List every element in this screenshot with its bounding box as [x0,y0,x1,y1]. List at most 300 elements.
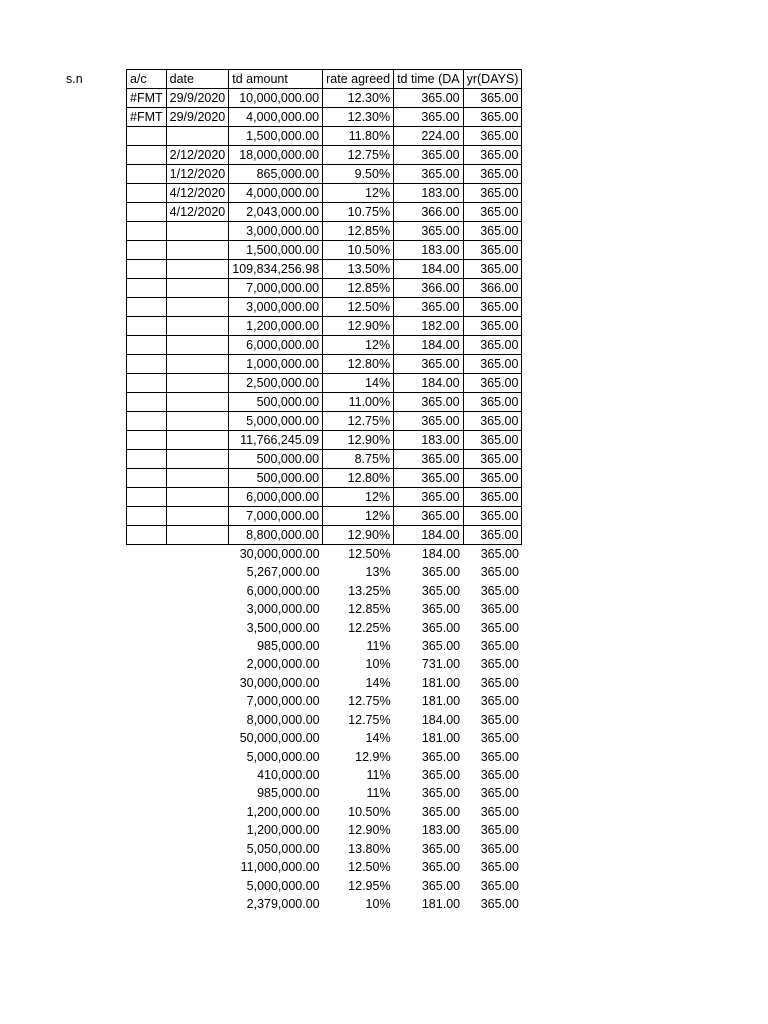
cell-rate-agreed: 12.50% [348,860,391,875]
cell-rate-agreed: 12.25% [348,620,391,635]
cell-yr-days: 365.00 [480,657,519,672]
cell-rate-agreed: 13.50% [323,260,394,279]
cell-date: 1/12/2020 [166,165,229,184]
table-row [127,184,522,203]
cell-ac [127,412,167,431]
cell-ac [127,711,167,729]
cell-ac [127,146,167,165]
cell-rate-agreed: 12.80% [323,469,394,488]
table-row [127,526,522,545]
cell-date [166,711,229,729]
cell-rate-agreed: 12.30% [323,89,394,108]
cell-yr-days: 365.00 [463,355,522,374]
cell-ac [127,563,167,581]
cell-date [166,692,229,710]
cell-ac [127,840,167,858]
cell-date [166,279,229,298]
table-row [127,655,522,673]
cell-td-time: 365.00 [394,222,464,241]
cell-yr-days: 365.00 [480,583,519,598]
cell-rate-agreed: 12.50% [348,547,391,561]
table-row [127,203,522,222]
cell-rate-agreed: 8.75% [323,450,394,469]
cell-date [166,637,229,655]
cell-td-amount: 5,000,000.00 [229,412,323,431]
table-row [127,674,522,692]
cell-rate-agreed: 12.90% [348,823,391,838]
cell-td-amount: 4,000,000.00 [229,184,323,203]
cell-rate-agreed: 12.85% [323,222,394,241]
cell-ac [127,858,167,876]
cell-date: 29/9/2020 [166,108,229,127]
cell-ac [127,431,167,450]
cell-ac [127,317,167,336]
table-row [127,637,522,655]
table-row [127,784,522,802]
cell-date: 29/9/2020 [166,89,229,108]
table-row [127,563,522,581]
cell-td-amount: 2,379,000.00 [246,897,320,912]
cell-td-amount: 30,000,000.00 [239,675,320,690]
cell-date [166,431,229,450]
cell-ac [127,895,167,913]
cell-date [166,393,229,412]
cell-yr-days: 365.00 [463,127,522,146]
cell-ac [127,637,167,655]
cell-td-time: 365.00 [394,298,464,317]
cell-date [166,784,229,802]
table-row [127,374,522,393]
cell-date [166,336,229,355]
cell-rate-agreed: 14% [365,731,391,746]
cell-td-time: 365.00 [421,583,461,598]
cell-td-time: 365.00 [421,638,461,653]
cell-date [166,876,229,894]
cell-td-amount: 1,200,000.00 [229,317,323,336]
cell-date [166,545,229,564]
cell-ac [127,876,167,894]
cell-td-time: 365.00 [421,620,461,635]
table-row [127,803,522,821]
cell-td-amount: 109,834,256.98 [229,260,323,279]
cell-date [166,526,229,545]
cell-ac [127,784,167,802]
cell-ac [127,747,167,765]
header-td-time: td time (DA [394,70,464,89]
cell-ac [127,674,167,692]
header-rate-agreed: rate agreed [323,70,394,89]
table-row [127,450,522,469]
cell-ac [127,374,167,393]
cell-ac [127,450,167,469]
cell-td-time: 365.00 [394,507,464,526]
cell-td-time: 365.00 [394,165,464,184]
cell-yr-days: 365.00 [463,317,522,336]
header-row [127,70,522,89]
cell-td-amount: 8,000,000.00 [246,712,320,727]
cell-yr-days: 365.00 [480,860,519,875]
table-row [127,279,522,298]
cell-rate-agreed: 12.30% [323,108,394,127]
header-sn: s.n [66,72,83,86]
table-row [127,317,522,336]
cell-yr-days: 365.00 [463,488,522,507]
cell-date [166,618,229,636]
table-row [127,393,522,412]
cell-yr-days: 365.00 [480,768,519,783]
cell-td-time: 183.00 [394,184,464,203]
table-row [127,766,522,784]
cell-td-time: 184.00 [394,336,464,355]
cell-td-time: 365.00 [421,749,461,764]
cell-yr-days: 365.00 [480,602,519,617]
cell-td-amount: 6,000,000.00 [229,336,323,355]
cell-rate-agreed: 11.00% [323,393,394,412]
cell-td-time: 365.00 [394,488,464,507]
cell-date [166,803,229,821]
cell-yr-days: 365.00 [480,731,519,746]
cell-td-time: 184.00 [394,374,464,393]
cell-date [166,317,229,336]
cell-td-amount: 5,000,000.00 [246,749,320,764]
cell-date [166,858,229,876]
table-row [127,431,522,450]
cell-date: 4/12/2020 [166,184,229,203]
cell-ac [127,600,167,618]
table-row [127,298,522,317]
table-row [127,260,522,279]
cell-td-time: 365.00 [421,860,461,875]
table-row [127,618,522,636]
cell-td-time: 365.00 [421,602,461,617]
cell-td-time: 181.00 [421,897,461,912]
cell-td-time: 365.00 [394,146,464,165]
cell-date [166,766,229,784]
cell-yr-days: 365.00 [463,412,522,431]
cell-td-amount: 1,500,000.00 [229,127,323,146]
cell-td-time: 184.00 [421,547,461,561]
cell-date [166,840,229,858]
cell-td-amount: 985,000.00 [257,638,320,653]
cell-td-time: 181.00 [421,694,461,709]
cell-yr-days: 365.00 [463,165,522,184]
cell-td-time: 365.00 [421,878,461,893]
cell-ac [127,241,167,260]
table-row [127,858,522,876]
cell-td-amount: 410,000.00 [257,768,320,783]
cell-rate-agreed: 9.50% [323,165,394,184]
cell-yr-days: 365.00 [463,526,522,545]
cell-date [166,127,229,146]
cell-date [166,260,229,279]
cell-td-time: 365.00 [421,804,461,819]
cell-date [166,488,229,507]
cell-ac [127,184,167,203]
cell-ac [127,766,167,784]
cell-td-time: 184.00 [394,526,464,545]
cell-date [166,469,229,488]
table-row [127,840,522,858]
cell-td-amount: 2,000,000.00 [246,657,320,672]
cell-date [166,298,229,317]
cell-ac [127,222,167,241]
cell-rate-agreed: 12.85% [348,602,391,617]
cell-rate-agreed: 10.75% [323,203,394,222]
cell-td-time: 183.00 [394,241,464,260]
table-row [127,336,522,355]
cell-td-time: 365.00 [394,393,464,412]
cell-rate-agreed: 14% [365,675,391,690]
cell-date [166,563,229,581]
cell-rate-agreed: 12% [323,488,394,507]
cell-rate-agreed: 12.9% [355,749,391,764]
cell-td-amount: 1,500,000.00 [229,241,323,260]
cell-yr-days: 365.00 [480,786,519,801]
cell-yr-days: 365.00 [480,823,519,838]
cell-rate-agreed: 10% [365,657,391,672]
cell-date [166,729,229,747]
cell-td-time: 182.00 [394,317,464,336]
cell-rate-agreed: 13% [365,565,391,580]
cell-rate-agreed: 12% [323,507,394,526]
cell-td-time: 365.00 [394,450,464,469]
cell-ac [127,655,167,673]
table-row [127,729,522,747]
table-row [127,488,522,507]
header-td-amount: td amount [229,70,323,89]
cell-td-amount: 2,043,000.00 [229,203,323,222]
cell-td-time: 365.00 [421,565,461,580]
cell-td-amount: 5,267,000.00 [246,565,320,580]
cell-td-amount: 500,000.00 [229,469,323,488]
cell-rate-agreed: 12.90% [323,431,394,450]
table-row [127,165,522,184]
cell-date [166,674,229,692]
cell-td-amount: 6,000,000.00 [246,583,320,598]
table-row [127,821,522,839]
table-row [127,469,522,488]
cell-ac [127,526,167,545]
cell-ac [127,393,167,412]
cell-yr-days: 365.00 [480,638,519,653]
cell-date [166,222,229,241]
header-ac: a/c [127,70,167,89]
cell-ac [127,469,167,488]
cell-td-time: 365.00 [394,355,464,374]
cell-date [166,450,229,469]
table-row [127,355,522,374]
table-row [127,545,522,564]
cell-ac [127,260,167,279]
cell-yr-days: 365.00 [463,450,522,469]
cell-td-amount: 4,000,000.00 [229,108,323,127]
cell-ac [127,581,167,599]
cell-rate-agreed: 12.75% [323,412,394,431]
cell-rate-agreed: 12.75% [348,712,391,727]
cell-td-time: 365.00 [394,108,464,127]
cell-td-amount: 3,000,000.00 [229,222,323,241]
table-row [127,747,522,765]
cell-ac: #FMT [127,89,167,108]
cell-td-time: 366.00 [394,203,464,222]
cell-yr-days: 365.00 [463,222,522,241]
cell-date [166,355,229,374]
cell-td-amount: 7,000,000.00 [229,279,323,298]
cell-rate-agreed: 12.50% [323,298,394,317]
cell-td-amount: 18,000,000.00 [229,146,323,165]
cell-td-time: 224.00 [394,127,464,146]
cell-td-time: 183.00 [421,823,461,838]
header-yr-days: yr(DAYS) [463,70,522,89]
cell-td-amount: 985,000.00 [257,786,320,801]
cell-ac [127,692,167,710]
cell-date [166,412,229,431]
cell-td-amount: 5,000,000.00 [246,878,320,893]
table-row [127,581,522,599]
cell-rate-agreed: 12% [323,184,394,203]
cell-yr-days: 365.00 [480,620,519,635]
cell-rate-agreed: 10% [365,897,391,912]
cell-td-time: 365.00 [421,841,461,856]
cell-ac: #FMT [127,108,167,127]
table-row [127,507,522,526]
table-row [127,412,522,431]
cell-rate-agreed: 12.75% [323,146,394,165]
cell-ac [127,298,167,317]
cell-rate-agreed: 10.50% [323,241,394,260]
cell-date [166,241,229,260]
cell-yr-days: 365.00 [463,146,522,165]
cell-td-time: 365.00 [394,412,464,431]
cell-ac [127,355,167,374]
table-row [127,711,522,729]
cell-td-amount: 500,000.00 [229,393,323,412]
cell-date [166,747,229,765]
cell-td-amount: 30,000,000.00 [239,547,320,561]
cell-yr-days: 365.00 [480,547,519,561]
cell-date [166,600,229,618]
cell-date [166,374,229,393]
cell-yr-days: 366.00 [463,279,522,298]
cell-rate-agreed: 12.95% [348,878,391,893]
cell-td-amount: 7,000,000.00 [246,694,320,709]
cell-td-amount: 11,766,245.09 [229,431,323,450]
cell-date [166,821,229,839]
cell-yr-days: 365.00 [480,712,519,727]
cell-rate-agreed: 11% [366,768,391,783]
cell-ac [127,618,167,636]
cell-td-amount: 5,050,000.00 [246,841,320,856]
cell-td-amount: 500,000.00 [229,450,323,469]
cell-rate-agreed: 10.50% [348,804,391,819]
cell-ac [127,488,167,507]
cell-yr-days: 365.00 [480,841,519,856]
cell-td-amount: 1,000,000.00 [229,355,323,374]
cell-td-time: 365.00 [394,469,464,488]
cell-td-time: 365.00 [394,89,464,108]
cell-rate-agreed: 12.90% [323,526,394,545]
cell-yr-days: 365.00 [463,469,522,488]
cell-td-amount: 1,200,000.00 [246,823,320,838]
table-row [127,146,522,165]
cell-td-time: 184.00 [394,260,464,279]
cell-yr-days: 365.00 [480,675,519,690]
cell-ac [127,203,167,222]
cell-yr-days: 365.00 [480,749,519,764]
cell-date: 4/12/2020 [166,203,229,222]
cell-ac [127,165,167,184]
cell-td-time: 731.00 [421,657,461,672]
cell-td-time: 365.00 [421,786,461,801]
cell-rate-agreed: 12.90% [323,317,394,336]
cell-yr-days: 365.00 [463,89,522,108]
cell-td-time: 184.00 [421,712,461,727]
cell-rate-agreed: 11% [366,638,391,653]
cell-date [166,655,229,673]
cell-td-time: 181.00 [421,731,461,746]
cell-td-time: 366.00 [394,279,464,298]
table-row [127,222,522,241]
cell-ac [127,507,167,526]
cell-rate-agreed: 13.80% [348,841,391,856]
cell-td-amount: 1,200,000.00 [246,804,320,819]
cell-yr-days: 365.00 [463,507,522,526]
cell-ac [127,729,167,747]
cell-yr-days: 365.00 [463,298,522,317]
cell-rate-agreed: 11.80% [323,127,394,146]
table-row [127,876,522,894]
cell-rate-agreed: 12.80% [323,355,394,374]
cell-yr-days: 365.00 [463,184,522,203]
cell-yr-days: 365.00 [463,260,522,279]
cell-td-amount: 3,000,000.00 [229,298,323,317]
cell-rate-agreed: 13.25% [348,583,391,598]
cell-yr-days: 365.00 [463,108,522,127]
cell-yr-days: 365.00 [463,374,522,393]
cell-date [166,507,229,526]
table-row [127,108,522,127]
cell-td-amount: 11,000,000.00 [240,860,320,875]
cell-td-amount: 50,000,000.00 [239,731,320,746]
table-row [127,692,522,710]
cell-yr-days: 365.00 [463,203,522,222]
cell-yr-days: 365.00 [463,241,522,260]
cell-td-amount: 7,000,000.00 [229,507,323,526]
table-row [127,241,522,260]
header-date: date [166,70,229,89]
cell-rate-agreed: 14% [323,374,394,393]
cell-yr-days: 365.00 [463,336,522,355]
cell-td-amount: 2,500,000.00 [229,374,323,393]
cell-rate-agreed: 11% [366,786,391,801]
cell-ac [127,336,167,355]
table-row [127,895,522,913]
cell-rate-agreed: 12% [323,336,394,355]
cell-yr-days: 365.00 [463,431,522,450]
cell-td-amount: 8,800,000.00 [229,526,323,545]
table-row [127,127,522,146]
cell-td-amount: 6,000,000.00 [229,488,323,507]
cell-yr-days: 365.00 [480,694,519,709]
table-row [127,600,522,618]
table-row [127,89,522,108]
cell-ac [127,803,167,821]
cell-yr-days: 365.00 [480,878,519,893]
cell-ac [127,279,167,298]
cell-td-amount: 3,500,000.00 [246,620,320,635]
cell-td-amount: 865,000.00 [229,165,323,184]
cell-td-time: 183.00 [394,431,464,450]
